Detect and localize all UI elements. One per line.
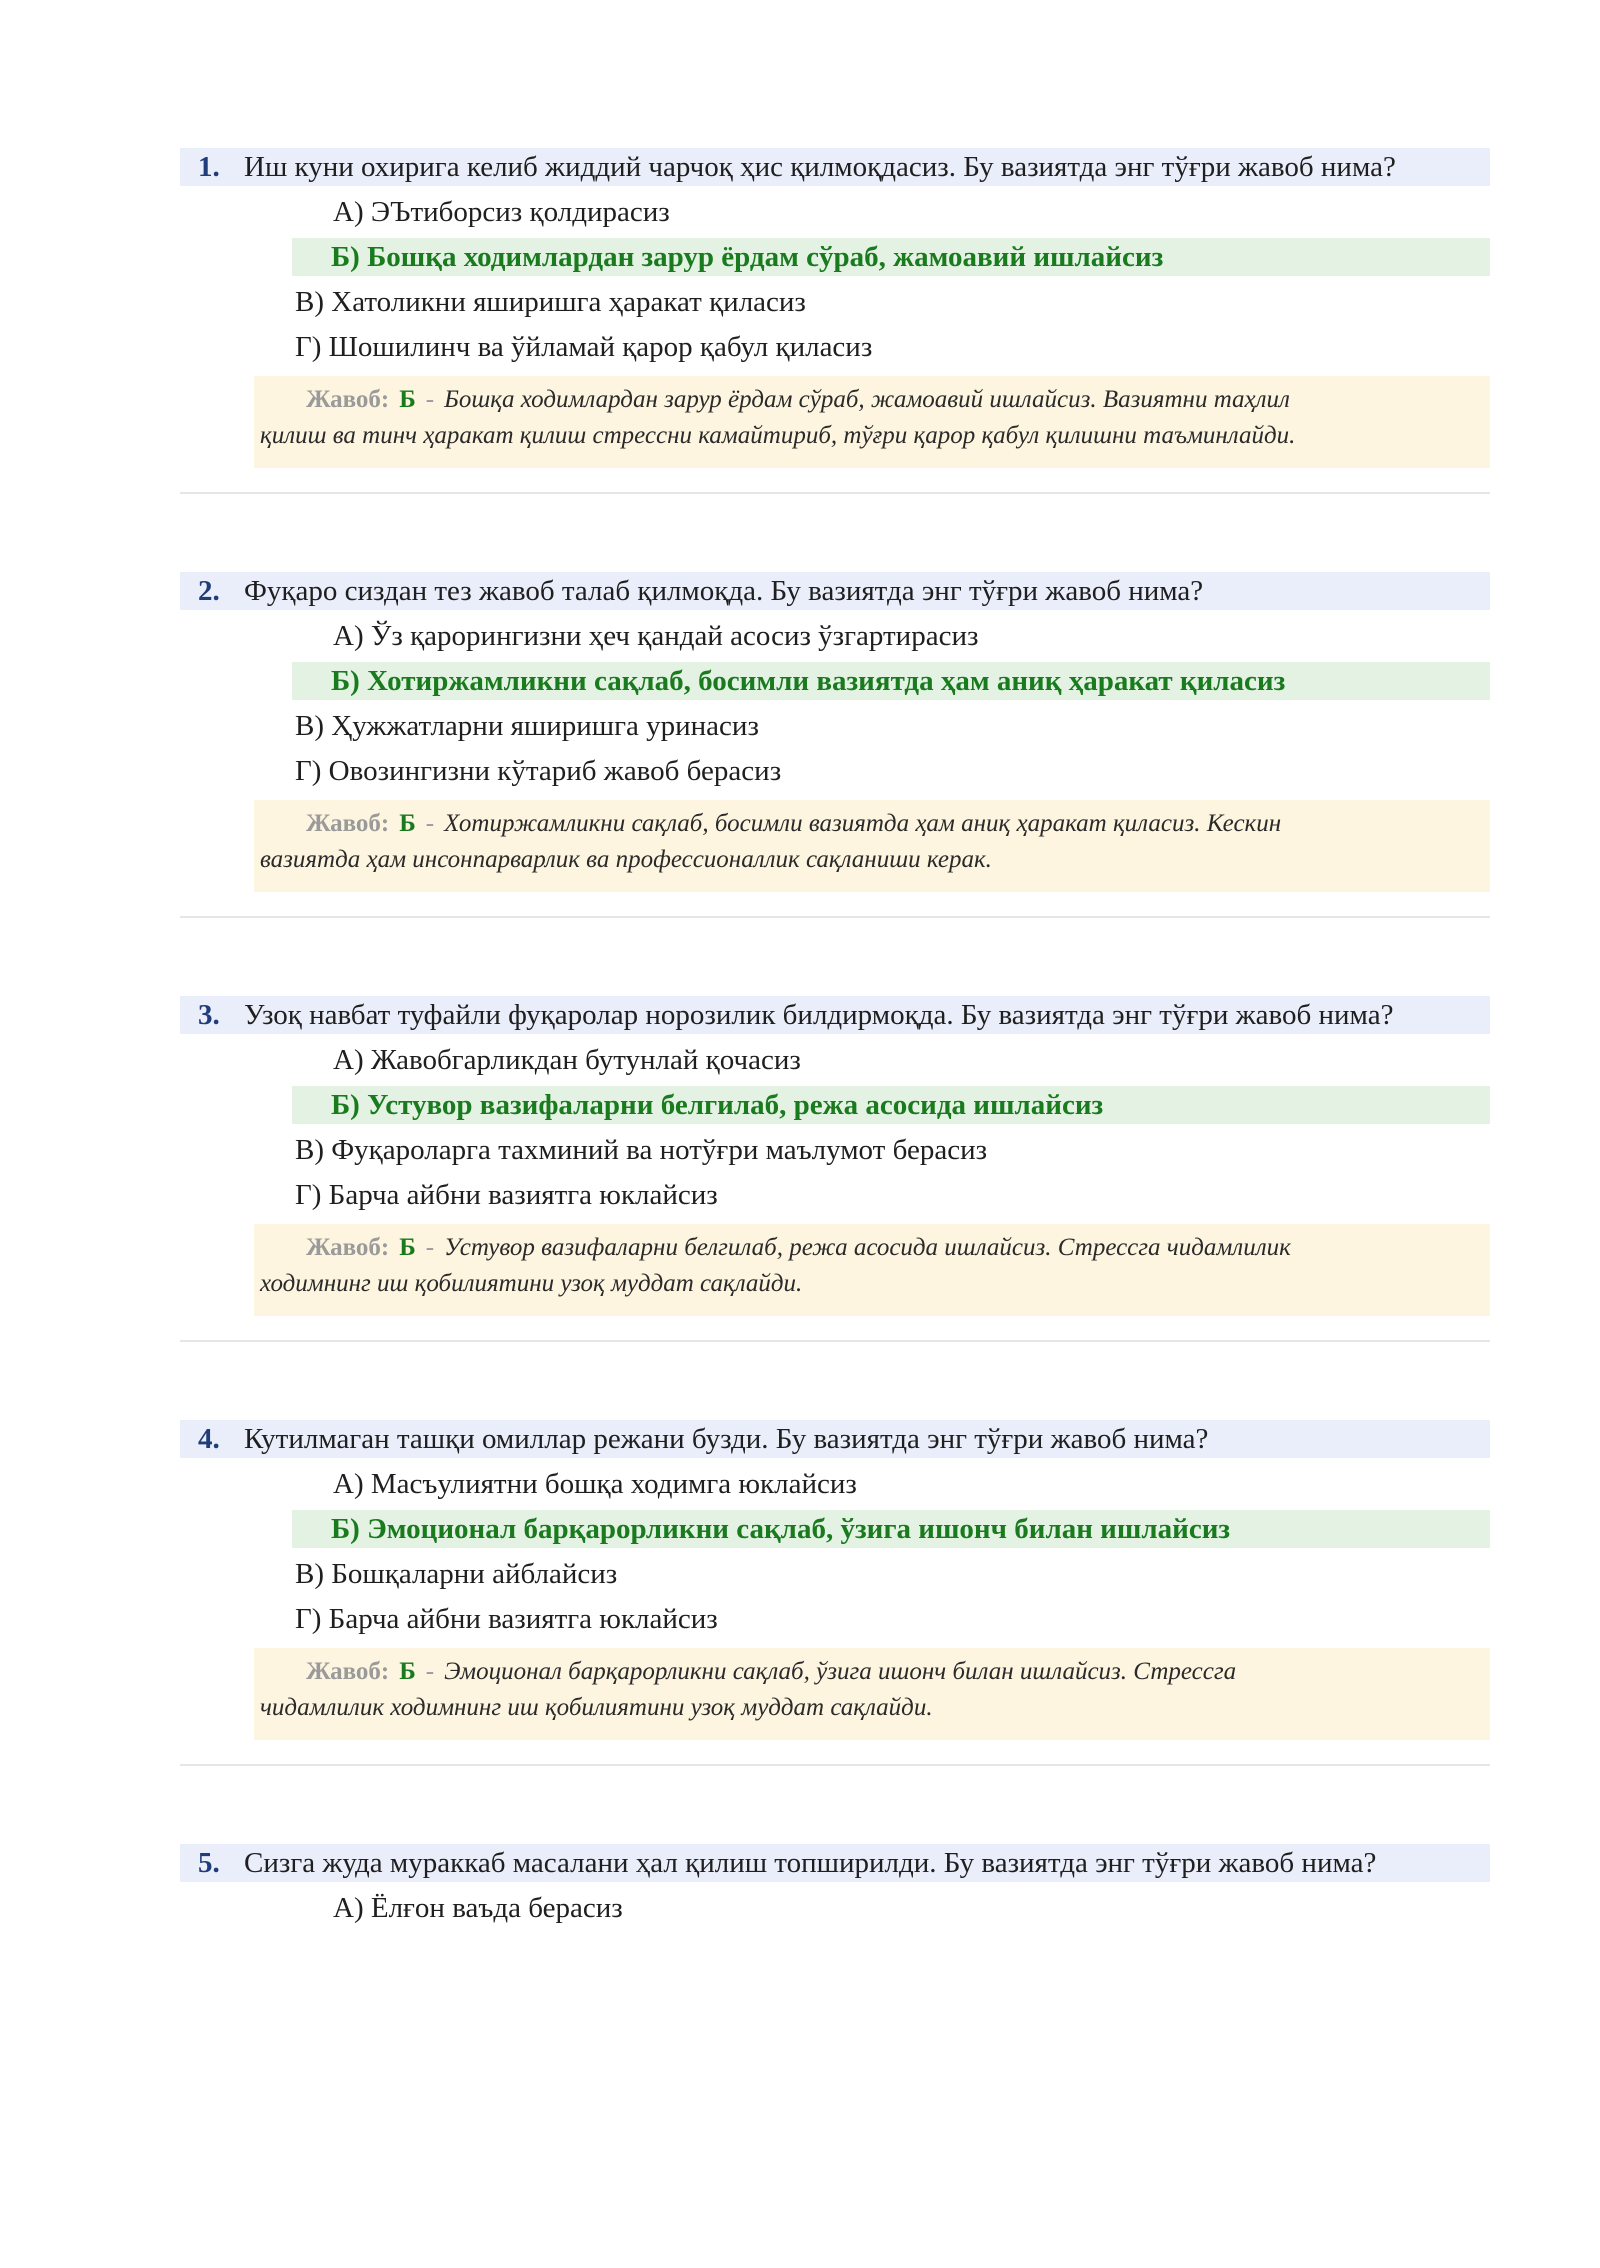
question-header (180, 1844, 1490, 1882)
question-text: Иш куни охирига келиб жиддий чарчоқ ҳис қилмоқдасиз. Бу вазиятда энг тўғри жавоб нима? (244, 151, 1396, 183)
option-v: В) Бошқаларни айблайсиз (295, 1558, 618, 1590)
answer-label: Жавоб: (306, 1658, 390, 1685)
explanation-text-line2: ходимнинг иш қобилиятини узоқ муддат сақлайди. (260, 1270, 803, 1297)
option-v: В) Хатоликни яширишга ҳаракат қиласиз (295, 286, 806, 318)
answer-separator: - (425, 1658, 435, 1685)
explanation-text-line1: Устувор вазифаларни белгилаб, режа асосида ишлайсиз. Стрессга чидамлилик (444, 1234, 1291, 1261)
option-b-correct: Б) Бошқа ходимлардан зарур ёрдам сўраб, жамоавий ишлайсиз (292, 238, 1490, 276)
question-text: Кутилмаган ташқи омиллар режани бузди. Бу вазиятда энг тўғри жавоб нима? (244, 1423, 1209, 1455)
divider (180, 1764, 1490, 1766)
question-block-4 (180, 1420, 1490, 1844)
option-v: В) Ҳужжатларни яширишга уринасиз (295, 710, 759, 742)
question-header (180, 148, 1490, 186)
question-header (180, 572, 1490, 610)
answer-label: Жавоб: (306, 386, 390, 413)
question-text: Узоқ навбат туфайли фуқаролар норозилик билдирмоқда. Бу вазиятда энг тўғри жавоб нима? (244, 999, 1394, 1031)
question-number: 4. (198, 1423, 220, 1455)
option-b-correct: Б) Эмоционал барқарорликни сақлаб, ўзига ишонч билан ишлайсиз (292, 1510, 1490, 1548)
question-block-5 (180, 1844, 1490, 2268)
option-a: А) Ўз қарорингизни ҳеч қандай асосиз ўзгартирасиз (333, 620, 979, 652)
answer-explanation (254, 1648, 1490, 1740)
explanation-text-line2: чидамлилик ходимнинг иш қобилиятини узоқ муддат сақлайди. (260, 1694, 933, 1721)
answer-separator: - (425, 1234, 435, 1261)
divider (180, 492, 1490, 494)
quiz-page (180, 148, 1490, 2268)
explanation-text-line1: Эмоционал барқарорликни сақлаб, ўзига ишонч билан ишлайсиз. Стрессга (444, 1658, 1237, 1685)
answer-explanation (254, 1224, 1490, 1316)
answer-letter: Б (399, 386, 416, 413)
option-g: Г) Барча айбни вазиятга юклайсиз (295, 1179, 718, 1211)
question-block-2 (180, 572, 1490, 996)
question-number: 5. (198, 1847, 220, 1879)
answer-separator: - (425, 386, 435, 413)
question-block-3 (180, 996, 1490, 1420)
answer-letter: Б (399, 810, 416, 837)
question-text: Сизга жуда мураккаб масалани ҳал қилиш топширилди. Бу вазиятда энг тўғри жавоб нима? (244, 1847, 1377, 1879)
explanation-text-line2: қилиш ва тинч ҳаракат қилиш стрессни камайтириб, тўғри қарор қабул қилишни таъминлайди. (260, 422, 1296, 449)
question-text: Фуқаро сиздан тез жавоб талаб қилмоқда. Бу вазиятда энг тўғри жавоб нима? (244, 575, 1204, 607)
answer-letter: Б (399, 1234, 416, 1261)
explanation-text-line2: вазиятда ҳам инсонпарварлик ва профессионаллик сақланиши керак. (260, 846, 992, 873)
question-number: 2. (198, 575, 220, 607)
question-number: 3. (198, 999, 220, 1031)
explanation-text-line1: Хотиржамликни сақлаб, босимли вазиятда ҳам аниқ ҳаракат қиласиз. Кескин (444, 810, 1282, 837)
answer-explanation (254, 800, 1490, 892)
option-g: Г) Барча айбни вазиятга юклайсиз (295, 1603, 718, 1635)
explanation-text-line1: Бошқа ходимлардан зарур ёрдам сўраб, жамоавий ишлайсиз. Вазиятни таҳлил (444, 386, 1290, 413)
option-v: В) Фуқароларга тахминий ва нотўғри маълумот берасиз (295, 1134, 988, 1166)
question-header (180, 1420, 1490, 1458)
answer-label: Жавоб: (306, 810, 390, 837)
answer-separator: - (425, 810, 435, 837)
question-block-1 (180, 148, 1490, 572)
answer-letter: Б (399, 1658, 416, 1685)
option-a: А) Масъулиятни бошқа ходимга юклайсиз (333, 1468, 857, 1500)
answer-label: Жавоб: (306, 1234, 390, 1261)
divider (180, 916, 1490, 918)
option-a: А) ЭЪтиборсиз қолдирасиз (333, 196, 670, 228)
divider (180, 1340, 1490, 1342)
option-a: А) Жавобгарликдан бутунлай қочасиз (333, 1044, 801, 1076)
option-b-correct: Б) Устувор вазифаларни белгилаб, режа асосида ишлайсиз (292, 1086, 1490, 1124)
answer-explanation (254, 376, 1490, 468)
option-b-correct: Б) Хотиржамликни сақлаб, босимли вазиятда ҳам аниқ ҳаракат қиласиз (292, 662, 1490, 700)
option-g: Г) Шошилинч ва ўйламай қарор қабул қиласиз (295, 331, 873, 363)
question-header (180, 996, 1490, 1034)
option-g: Г) Овозингизни кўтариб жавоб берасиз (295, 755, 782, 787)
option-a: А) Ёлғон ваъда берасиз (333, 1892, 623, 1924)
question-number: 1. (198, 151, 220, 183)
